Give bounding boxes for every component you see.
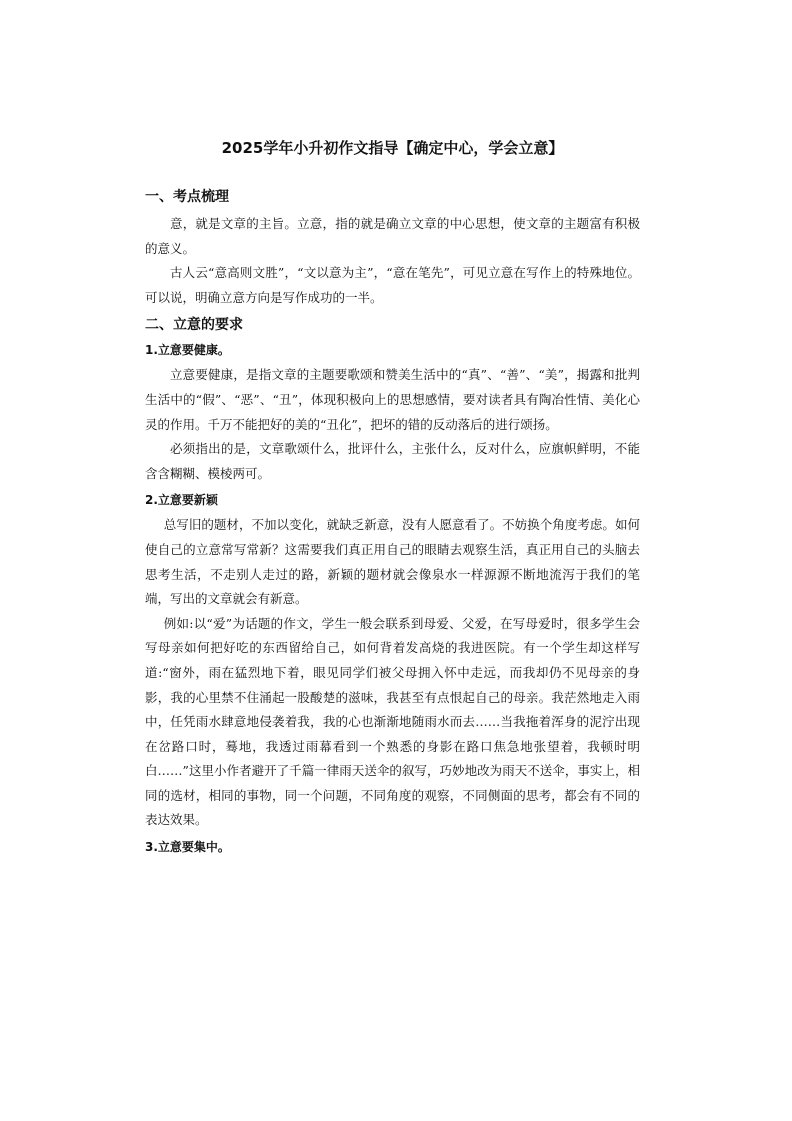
paragraph: 古人云“意高则文胜”，“文以意为主”，“意在笔先”，可见立意在写作上的特殊地位。可以说，明确立意方向是写作成功的一半。 (145, 265, 640, 305)
paragraph: 立意要健康，是指文章的主题要歌颂和赞美生活中的“真”、“善”、“美”，揭露和批判生活中的“假”、“恶”、“丑”，体现积极向上的思想感情，要对读者具有陶冶性情、美化心灵的作用。千万不能把好的美的“丑化”，把坏的错的反动落后的进行颂扬。 (145, 367, 640, 432)
paragraph: 必须指出的是，文章歌颂什么，批评什么，主张什么，反对什么，应旗帜鲜明，不能含含糊糊、模棱两可。 (145, 441, 640, 481)
subsection-heading-novel: 2.立意要新颖 (145, 493, 218, 508)
section-heading-exam-points: 一、考点梳理 (145, 189, 229, 205)
document-page (145, 132, 640, 860)
subsection-heading-healthy: 1.立意要健康。 (145, 343, 230, 358)
section-body-exam-points (145, 212, 640, 310)
paragraph: 例如:以“爱”为话题的作文，学生一般会联系到母爱、父爱，在写母爱时，很多学生会写母亲如何把好吃的东西留给自己，如何背着发高烧的我进医院。有一个学生却这样写道:“窗外，雨在猛烈地下着，眼见同学们被父母拥入怀中走远，而我却仍不见母亲的身影，我的心里禁不住涌起一股酸楚的滋味，我甚至有点恨起自己的母亲。我茫然地走入雨中，任凭雨水肆意地侵袭着我，我的心也渐渐地随雨水而去……当我拖着浑身的泥泞出现在岔路口时，蓦地，我透过雨幕看到一个熟悉的身影在路口焦急地张望着，我顿时明白……”这里小作者避开了千篇一律雨天送伞的叙写，巧妙地改为雨天不送伞，事实上，相同的选材，相同的事物，同一个问题，不同角度的观察，不同侧面的思考，都会有不同的表达效果。 (145, 615, 640, 828)
section-heading-requirements: 二、立意的要求 (145, 317, 243, 334)
document-title: 2025学年小升初作文指导【确定中心，学会立意】 (221, 139, 564, 157)
paragraph: 意，就是文章的主旨。立意，指的就是确立文章的中心思想，使文章的主题富有积极的意义。 (145, 216, 640, 256)
paragraph: 总写旧的题材，不加以变化，就缺乏新意，没有人愿意看了。不妨换个角度考虑。如何使自己的立意常写常新？这需要我们真正用自己的眼睛去观察生活，真正用自己的头脑去思考生活，不走别人走过的路，新颖的题材就会像泉水一样源源不断地流泻于我们的笔端，写出的文章就会有新意。 (145, 517, 640, 607)
subsection-heading-focused: 3.立意要集中。 (145, 840, 230, 855)
